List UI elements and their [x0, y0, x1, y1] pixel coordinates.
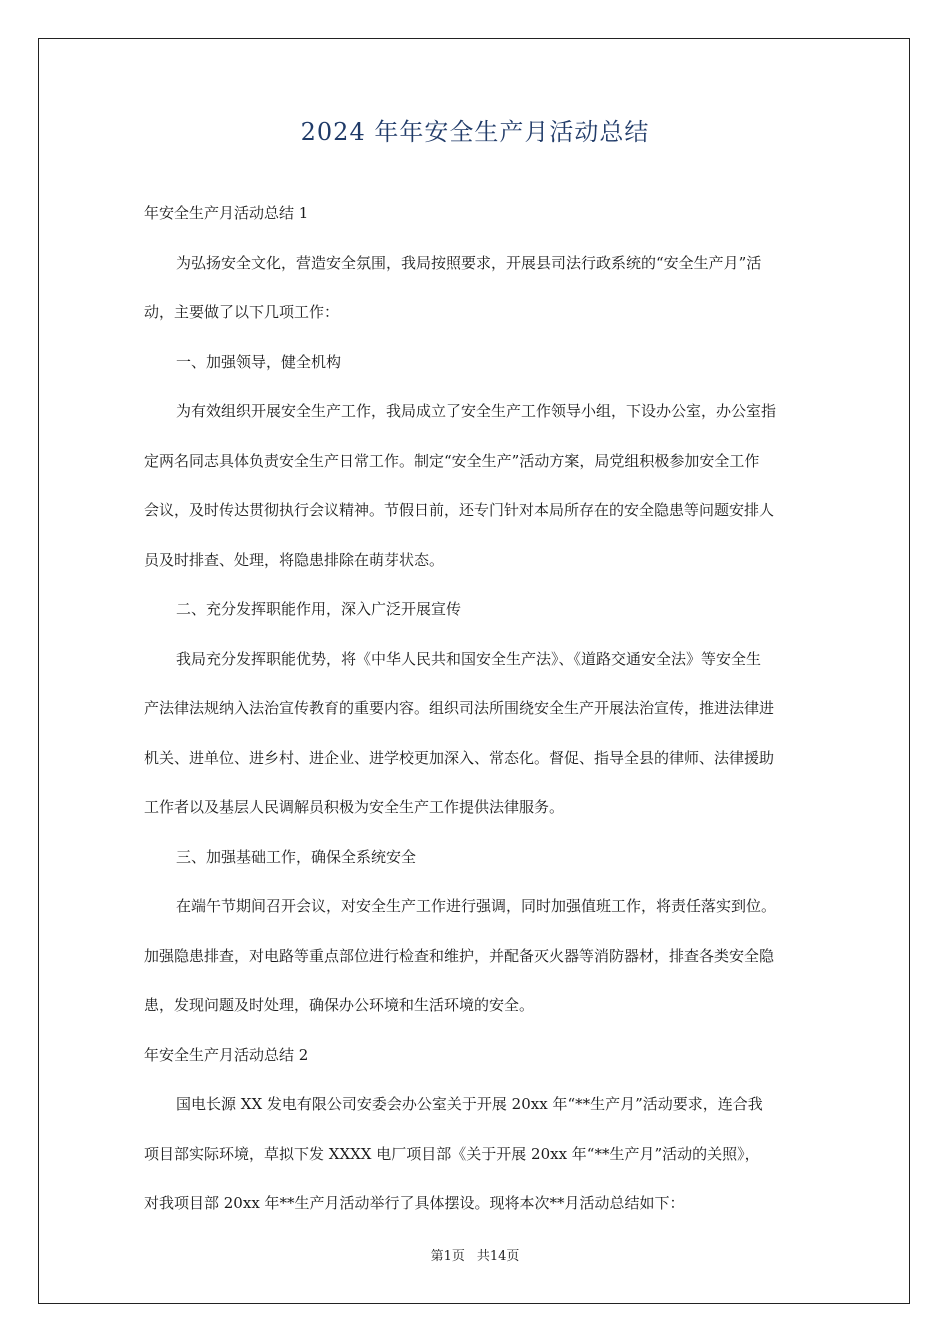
subheading-1: 一、加强领导，健全机构: [176, 352, 342, 371]
paragraph-line: 会议，及时传达贯彻执行会议精神。节假日前，还专门针对本局所存在的安全隐患等问题安排人: [144, 501, 775, 519]
page-total: 共14页: [476, 1249, 520, 1264]
paragraph-line: 加强隐患排查，对电路等重点部位进行检查和维护，并配备灭火器等消防器材，排查各类安全隐: [144, 946, 775, 965]
paragraph-line: 机关、进单位、进乡村、进企业、进学校更加深入、常态化。督促、指导全县的律师、法律援助: [144, 748, 775, 767]
paragraph-line: 工作者以及基层人民调解员积极为安全生产工作提供法律服务。: [144, 798, 565, 816]
paragraph-line: 我局充分发挥职能优势，将《中华人民共和国安全生产法》、《道路交通安全法》等安全生: [176, 649, 762, 668]
paragraph-line: 患，发现问题及时处理，确保办公环境和生活环境的安全。: [144, 996, 535, 1014]
paragraph-line: 在端午节期间召开会议，对安全生产工作进行强调，同时加强值班工作，将责任落实到位。: [176, 897, 777, 915]
paragraph-line: 动，主要做了以下几项工作：: [144, 303, 340, 321]
subheading-3: 三、加强基础工作，确保全系统安全: [176, 847, 417, 866]
section-heading-2: 年安全生产月活动总结 2: [144, 1045, 309, 1064]
paragraph-line: 项目部实际环境，草拟下发 XXXX 电厂项目部《关于开展 20xx 年“**生产月”活动的关照》，: [144, 1144, 760, 1163]
subheading-2: 二、充分发挥职能作用，深入广泛开展宣传: [176, 600, 462, 618]
section-heading-1: 年安全生产月活动总结 1: [144, 204, 309, 222]
paragraph-line: 国电长源 XX 发电有限公司安委会办公室关于开展 20xx 年“**生产月”活动要求，连合我: [176, 1095, 763, 1113]
paragraph-line: 为有效组织开展安全生产工作，我局成立了安全生产工作领导小组，下设办公室，办公室指: [176, 402, 777, 420]
document-title: 2024 年年安全生产月活动总结: [300, 118, 650, 146]
document-body: [144, 198, 809, 1238]
paragraph-line: 定两名同志具体负责安全生产日常工作。制定“安全生产”活动方案，局党组积极参加安全工作: [144, 451, 760, 470]
paragraph-line: 对我项目部 20xx 年**生产月活动举行了具体摆设。现将本次**月活动总结如下：: [144, 1194, 685, 1212]
page-footer: [0, 1245, 950, 1264]
paragraph-line: 为弘扬安全文化，营造安全氛围，我局按照要求，开展县司法行政系统的“安全生产月”活: [176, 253, 762, 272]
page-number: 第1页: [430, 1249, 465, 1264]
paragraph-line: 员及时排查、处理，将隐患排除在萌芽状态。: [144, 550, 445, 569]
paragraph-line: 产法律法规纳入法治宣传教育的重要内容。组织司法所围绕安全生产开展法治宣传，推进法律进: [144, 699, 775, 717]
